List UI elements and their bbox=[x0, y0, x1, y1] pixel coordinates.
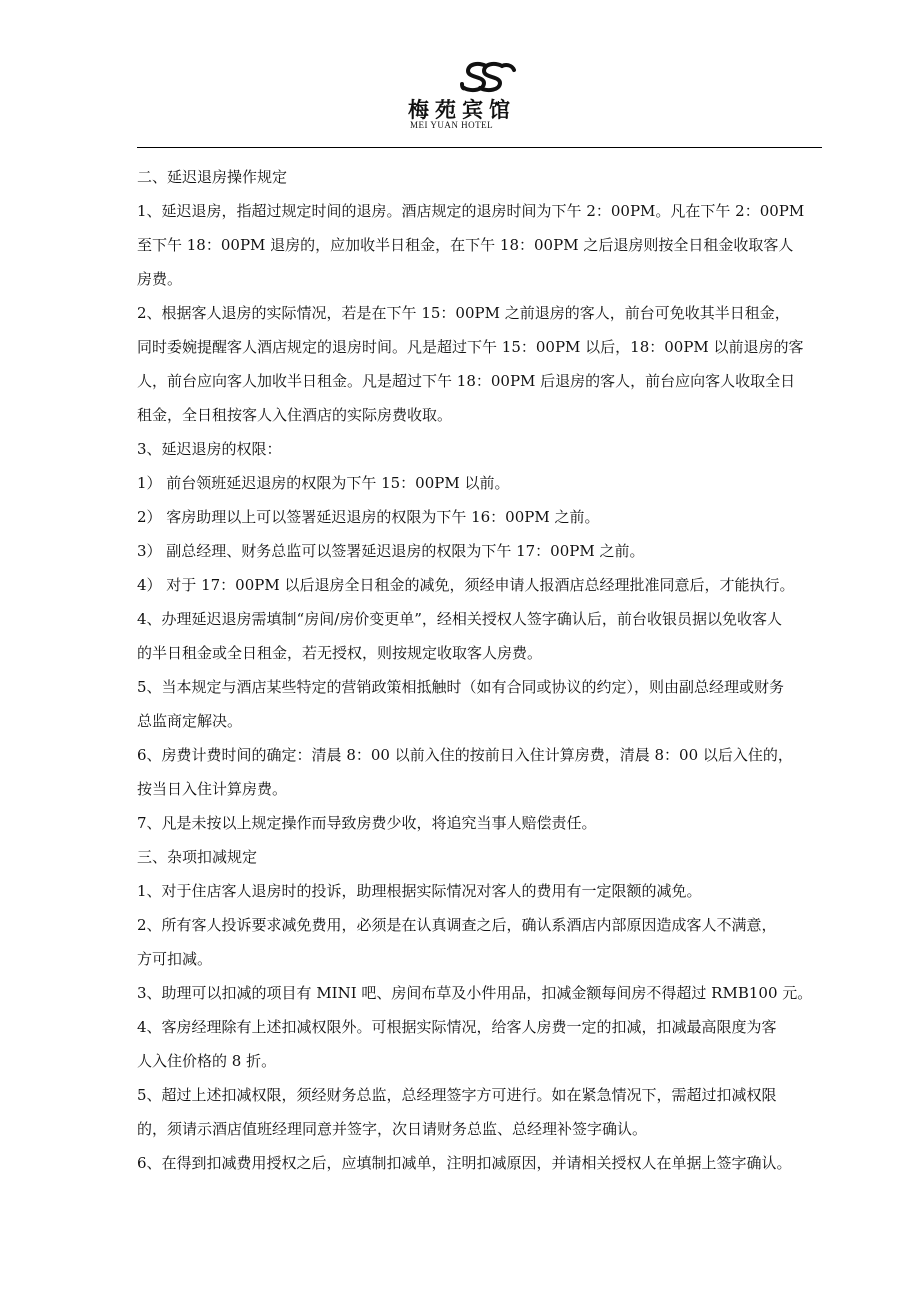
text-line: 至下午 18：00PM 退房的，应加收半日租金，在下午 18：00PM 之后退房则按全日租金收取客人 bbox=[137, 236, 794, 254]
text-line: 人，前台应向客人加收半日租金。凡是超过下午 18：00PM 后退房的客人，前台应向客人收取全日 bbox=[137, 372, 796, 390]
text-line: 人入住价格的 8 折。 bbox=[137, 1052, 277, 1070]
text-line: 4、办理延迟退房需填制“房间/房价变更单”，经相关授权人签字确认后，前台收银员据以免收客人 bbox=[137, 610, 782, 628]
text-line: 7、凡是未按以上规定操作而导致房费少收，将追究当事人赔偿责任。 bbox=[137, 814, 597, 832]
text-line: 的半日租金或全日租金，若无授权，则按规定收取客人房费。 bbox=[137, 644, 543, 662]
section-heading-late-checkout: 二、延迟退房操作规定 bbox=[137, 168, 288, 186]
text-line: 4） 对于 17：00PM 以后退房全日租金的减免，须经申请人报酒店总经理批准同意后，才能执行。 bbox=[137, 576, 795, 594]
hotel-logo-icon bbox=[456, 60, 520, 96]
text-line: 5、当本规定与酒店某些特定的营销政策相抵触时（如有合同或协议的约定），则由副总经理或财务 bbox=[137, 678, 785, 696]
header-divider bbox=[137, 147, 822, 148]
text-line: 租金，全日租按客人入住酒店的实际房费收取。 bbox=[137, 406, 453, 424]
text-line: 方可扣减。 bbox=[137, 950, 213, 968]
text-line: 按当日入住计算房费。 bbox=[137, 780, 288, 798]
text-line: 5、超过上述扣减权限，须经财务总监，总经理签字方可进行。如在紧急情况下，需超过扣减权限 bbox=[137, 1086, 777, 1104]
text-line: 房费。 bbox=[137, 270, 183, 288]
text-line: 1、延迟退房，指超过规定时间的退房。酒店规定的退房时间为下午 2：00PM。凡在下午 2：00PM bbox=[137, 202, 805, 220]
text-line: 2、根据客人退房的实际情况，若是在下午 15：00PM 之前退房的客人，前台可免收其半日租金， bbox=[137, 304, 790, 322]
text-line: 总监商定解决。 bbox=[137, 712, 243, 730]
document-body bbox=[137, 160, 837, 1180]
hotel-name-chinese: 梅苑宾馆 bbox=[408, 98, 516, 122]
text-line: 3、延迟退房的权限： bbox=[137, 440, 282, 458]
section-heading-deductions: 三、杂项扣减规定 bbox=[137, 848, 258, 866]
text-line: 的，须请示酒店值班经理同意并签字，次日请财务总监、总经理补签字确认。 bbox=[137, 1120, 648, 1138]
text-line: 同时委婉提醒客人酒店规定的退房时间。凡是超过下午 15：00PM 以后，18：00PM 以前退房的客 bbox=[137, 338, 804, 356]
hotel-name-english: MEI YUAN HOTEL bbox=[410, 120, 494, 130]
text-line: 4、客房经理除有上述扣减权限外。可根据实际情况，给客人房费一定的扣减，扣减最高限度为客 bbox=[137, 1018, 777, 1036]
text-line: 3） 副总经理、财务总监可以签署延迟退房的权限为下午 17：00PM 之前。 bbox=[137, 542, 645, 560]
text-line: 6、在得到扣减费用授权之后，应填制扣减单，注明扣减原因，并请相关授权人在单据上签字确认。 bbox=[137, 1154, 792, 1172]
text-line: 3、助理可以扣减的项目有 MINI 吧、房间布草及小件用品，扣减金额每间房不得超过 RMB100 元。 bbox=[137, 984, 813, 1002]
document-header bbox=[0, 60, 920, 150]
text-line: 2、所有客人投诉要求减免费用，必须是在认真调查之后，确认系酒店内部原因造成客人不满意， bbox=[137, 916, 777, 934]
text-line: 1、对于住店客人退房时的投诉，助理根据实际情况对客人的费用有一定限额的减免。 bbox=[137, 882, 702, 900]
text-line: 1） 前台领班延迟退房的权限为下午 15：00PM 以前。 bbox=[137, 474, 510, 492]
text-line: 2） 客房助理以上可以签署延迟退房的权限为下午 16：00PM 之前。 bbox=[137, 508, 600, 526]
text-line: 6、房费计费时间的确定：清晨 8：00 以前入住的按前日入住计算房费，清晨 8：00 以后入住的， bbox=[137, 746, 793, 764]
